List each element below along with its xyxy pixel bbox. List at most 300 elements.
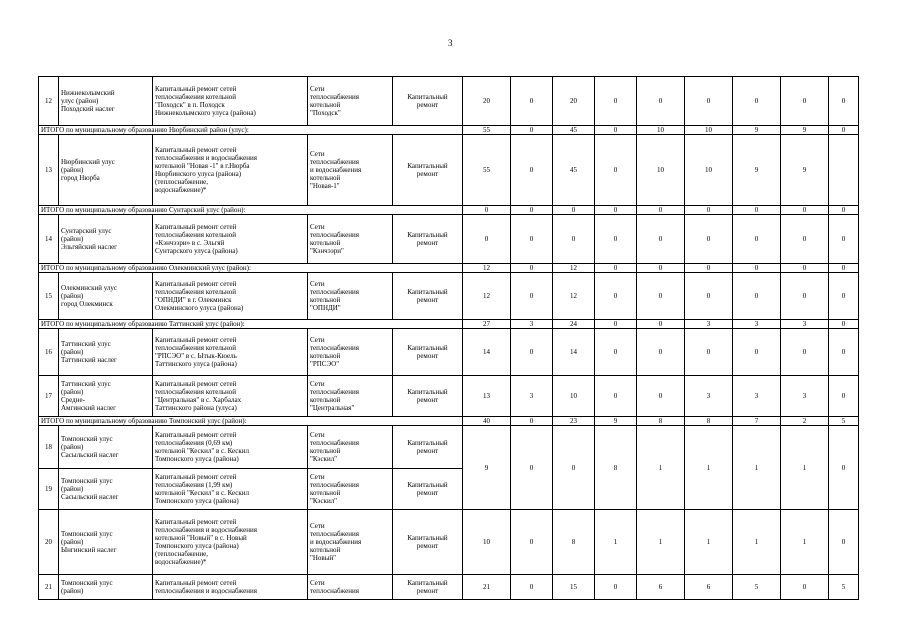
row-number-text: 15 bbox=[45, 292, 52, 300]
value-cell bbox=[733, 426, 781, 510]
value-cell bbox=[685, 135, 733, 206]
value-cell-text: 12 bbox=[483, 292, 490, 300]
district-cell bbox=[59, 575, 153, 600]
value-cell-text: 13 bbox=[483, 392, 490, 400]
row-number-text: 17 bbox=[45, 392, 52, 400]
kind-cell bbox=[393, 469, 463, 510]
value-cell-text: 0 bbox=[841, 348, 846, 356]
total-value-text: 23 bbox=[570, 417, 577, 425]
kind-cell bbox=[393, 426, 463, 469]
total-value bbox=[511, 417, 553, 426]
total-value bbox=[595, 126, 637, 135]
row-number bbox=[39, 273, 59, 320]
value-cell-text: 0 bbox=[754, 348, 759, 356]
total-value-text: 0 bbox=[529, 126, 534, 134]
total-value-text: 3 bbox=[706, 320, 711, 328]
total-value-text: 0 bbox=[529, 264, 534, 272]
value-cell bbox=[637, 510, 685, 575]
value-cell bbox=[685, 376, 733, 417]
value-cell bbox=[781, 273, 829, 320]
value-cell bbox=[781, 376, 829, 417]
total-label-text: ИТОГО по муниципальному образованию Таттинский улус (район): bbox=[41, 320, 245, 328]
total-value-text: 2 bbox=[802, 417, 807, 425]
total-value bbox=[463, 417, 511, 426]
value-cell bbox=[829, 575, 859, 600]
total-value bbox=[595, 264, 637, 273]
total-value-text: 0 bbox=[658, 264, 663, 272]
total-label bbox=[39, 126, 463, 135]
value-cell-text: 10 bbox=[657, 166, 664, 174]
total-label-text: ИТОГО по муниципальному образованию Сунтарский улус (район): bbox=[41, 206, 246, 214]
total-value bbox=[829, 320, 859, 329]
district-cell bbox=[59, 77, 153, 126]
total-value-text: 0 bbox=[484, 206, 489, 214]
object-cell-text: Сети теплоснабжения и водоснабжения котельной "Новая-1" bbox=[310, 150, 362, 190]
total-value bbox=[733, 417, 781, 426]
row-number-text: 20 bbox=[45, 538, 52, 546]
value-cell bbox=[511, 273, 553, 320]
value-cell bbox=[595, 510, 637, 575]
value-cell bbox=[829, 426, 859, 510]
total-value-text: 9 bbox=[754, 126, 759, 134]
total-value bbox=[637, 126, 685, 135]
object-cell-text: Сети теплоснабжения bbox=[310, 579, 359, 595]
value-cell bbox=[685, 329, 733, 376]
value-cell bbox=[637, 329, 685, 376]
district-cell-text: Олекминский улус (район) город Олекминск bbox=[61, 284, 118, 308]
total-value-text: 0 bbox=[754, 264, 759, 272]
district-cell-text: Таттинский улус (район) Средне- Амгинский наслег bbox=[61, 380, 117, 412]
district-cell-text: Нижнеколымский улус (район) Походский наслег bbox=[61, 89, 115, 113]
value-cell bbox=[511, 426, 553, 510]
object-cell bbox=[308, 215, 393, 264]
value-cell bbox=[595, 215, 637, 264]
value-cell bbox=[463, 510, 511, 575]
value-cell-text: 0 bbox=[613, 166, 618, 174]
total-value-text: 45 bbox=[570, 126, 577, 134]
value-cell bbox=[685, 575, 733, 600]
total-value-text: 0 bbox=[841, 206, 846, 214]
value-cell-text: 0 bbox=[754, 292, 759, 300]
value-cell-text: 1 bbox=[658, 463, 663, 472]
total-value bbox=[553, 206, 595, 215]
total-value-text: 0 bbox=[841, 126, 846, 134]
row-number bbox=[39, 510, 59, 575]
value-cell-text: 1 bbox=[754, 463, 759, 472]
value-cell-text: 0 bbox=[571, 235, 576, 243]
value-cell bbox=[685, 77, 733, 126]
work-cell bbox=[153, 215, 308, 264]
value-cell-text: 14 bbox=[570, 348, 577, 356]
district-cell bbox=[59, 469, 153, 510]
value-cell bbox=[463, 135, 511, 206]
value-cell bbox=[463, 426, 511, 510]
value-cell bbox=[553, 575, 595, 600]
total-value bbox=[637, 206, 685, 215]
total-value bbox=[463, 320, 511, 329]
total-value-text: 0 bbox=[706, 206, 711, 214]
total-value bbox=[829, 264, 859, 273]
total-value-text: 9 bbox=[613, 417, 618, 425]
total-value bbox=[781, 320, 829, 329]
value-cell bbox=[733, 135, 781, 206]
district-cell bbox=[59, 329, 153, 376]
value-cell-text: 0 bbox=[841, 97, 846, 105]
value-cell bbox=[829, 77, 859, 126]
kind-cell bbox=[393, 329, 463, 376]
object-cell bbox=[308, 510, 393, 575]
value-cell bbox=[829, 215, 859, 264]
value-cell bbox=[463, 215, 511, 264]
value-cell-text: 6 bbox=[706, 583, 711, 591]
value-cell-text: 9 bbox=[484, 463, 489, 472]
total-value bbox=[553, 417, 595, 426]
total-value bbox=[685, 417, 733, 426]
kind-cell-text: Капитальный ремонт bbox=[407, 162, 448, 178]
value-cell-text: 0 bbox=[529, 538, 534, 546]
total-value bbox=[685, 320, 733, 329]
kind-cell bbox=[393, 376, 463, 417]
table-row bbox=[39, 510, 859, 575]
total-value bbox=[685, 126, 733, 135]
value-cell-text: 0 bbox=[613, 292, 618, 300]
value-cell-text: 0 bbox=[658, 392, 663, 400]
value-cell bbox=[595, 273, 637, 320]
value-cell-text: 0 bbox=[529, 166, 534, 174]
total-value-text: 0 bbox=[529, 417, 534, 425]
total-value bbox=[511, 206, 553, 215]
work-cell-text: Капитальный ремонт сетей теплоснабжения котельной "ОПНДИ" в г. Олекминск Олекминского улуса (района) bbox=[155, 280, 244, 312]
total-value-text: 7 bbox=[754, 417, 759, 425]
total-value bbox=[685, 206, 733, 215]
value-cell bbox=[829, 273, 859, 320]
table-row bbox=[39, 273, 859, 320]
district-cell bbox=[59, 510, 153, 575]
work-cell bbox=[153, 510, 308, 575]
row-number-text: 12 bbox=[45, 97, 52, 105]
kind-cell bbox=[393, 77, 463, 126]
value-cell bbox=[553, 273, 595, 320]
value-cell bbox=[733, 510, 781, 575]
value-cell-text: 1 bbox=[754, 538, 759, 546]
table-row bbox=[39, 135, 859, 206]
total-value-text: 27 bbox=[483, 320, 490, 328]
total-value bbox=[595, 206, 637, 215]
kind-cell-text: Капитальный ремонт bbox=[407, 288, 448, 304]
value-cell bbox=[637, 77, 685, 126]
total-value-text: 8 bbox=[706, 417, 711, 425]
total-value-text: 0 bbox=[613, 320, 618, 328]
value-cell-text: 0 bbox=[658, 348, 663, 356]
district-cell bbox=[59, 135, 153, 206]
total-value bbox=[781, 206, 829, 215]
total-value-text: 10 bbox=[705, 126, 712, 134]
object-cell bbox=[308, 469, 393, 510]
value-cell bbox=[511, 77, 553, 126]
total-value bbox=[511, 320, 553, 329]
value-cell-text: 0 bbox=[754, 235, 759, 243]
total-value-text: 8 bbox=[658, 417, 663, 425]
value-cell-text: 14 bbox=[483, 348, 490, 356]
value-cell-text: 0 bbox=[529, 583, 534, 591]
value-cell bbox=[595, 77, 637, 126]
total-value-text: 0 bbox=[613, 206, 618, 214]
object-cell-text: Сети теплоснабжения котельной "Центральная" bbox=[310, 380, 359, 412]
table-row bbox=[39, 77, 859, 126]
object-cell bbox=[308, 273, 393, 320]
table-row bbox=[39, 426, 859, 469]
total-label-text: ИТОГО по муниципальному образованию Олекминский улус (район): bbox=[41, 264, 251, 272]
row-number bbox=[39, 215, 59, 264]
total-value-text: 12 bbox=[570, 264, 577, 272]
object-cell-text: Сети теплоснабжения котельной "Походск" bbox=[310, 85, 359, 117]
value-cell-text: 0 bbox=[802, 583, 807, 591]
total-value-text: 0 bbox=[613, 264, 618, 272]
value-cell bbox=[781, 329, 829, 376]
value-cell-text: 9 bbox=[802, 166, 807, 174]
value-cell-text: 8 bbox=[613, 463, 618, 472]
value-cell-text: 3 bbox=[802, 392, 807, 400]
value-cell bbox=[595, 329, 637, 376]
total-value bbox=[781, 417, 829, 426]
value-cell-text: 0 bbox=[706, 97, 711, 105]
value-cell bbox=[781, 426, 829, 510]
value-cell-text: 0 bbox=[841, 463, 846, 472]
work-cell bbox=[153, 77, 308, 126]
total-value-text: 0 bbox=[706, 264, 711, 272]
object-cell-text: Сети теплоснабжения котельной "Кэскил" bbox=[310, 431, 359, 463]
value-cell-text: 0 bbox=[529, 97, 534, 105]
row-number-text: 19 bbox=[45, 485, 52, 493]
value-cell bbox=[511, 329, 553, 376]
total-value bbox=[553, 126, 595, 135]
district-cell-text: Томпонский улус (район) Ынгинский наслег bbox=[61, 530, 117, 554]
total-value bbox=[781, 126, 829, 135]
work-cell-text: Капитальный ремонт сетей теплоснабжения и водоснабжения котельной "Новая -1" в г.Нюрба Нюрбинского улуса (района) (теплоснабжение, водоснабжение)* bbox=[155, 146, 257, 194]
value-cell-text: 0 bbox=[571, 463, 576, 472]
total-value bbox=[829, 417, 859, 426]
value-cell bbox=[511, 510, 553, 575]
district-cell-text: Томпонский улус (район) Сасыльский наслег bbox=[61, 435, 119, 459]
value-cell bbox=[511, 215, 553, 264]
total-row bbox=[39, 417, 859, 426]
total-value bbox=[733, 126, 781, 135]
value-cell-text: 0 bbox=[529, 348, 534, 356]
kind-cell-text: Капитальный ремонт bbox=[407, 93, 448, 109]
value-cell bbox=[733, 77, 781, 126]
value-cell-text: 0 bbox=[613, 583, 618, 591]
value-cell-text: 10 bbox=[705, 166, 712, 174]
value-cell bbox=[511, 575, 553, 600]
kind-cell-text: Капитальный ремонт bbox=[407, 231, 448, 247]
total-value-text: 0 bbox=[841, 264, 846, 272]
row-number bbox=[39, 426, 59, 469]
value-cell-text: 1 bbox=[802, 538, 807, 546]
value-cell bbox=[733, 273, 781, 320]
value-cell-text: 0 bbox=[613, 392, 618, 400]
value-cell bbox=[595, 135, 637, 206]
value-cell bbox=[553, 77, 595, 126]
page-number: 3 bbox=[448, 38, 453, 48]
total-value-text: 0 bbox=[754, 206, 759, 214]
value-cell-text: 0 bbox=[802, 97, 807, 105]
row-number-text: 18 bbox=[45, 443, 52, 451]
total-value bbox=[553, 264, 595, 273]
value-cell bbox=[829, 329, 859, 376]
value-cell bbox=[829, 510, 859, 575]
work-cell-text: Капитальный ремонт сетей теплоснабжения котельной "Центральная" в с. Харбалах Таттинского района (улуса) bbox=[155, 380, 242, 412]
total-value-text: 10 bbox=[657, 126, 664, 134]
district-cell-text: Нюрбинский улус (район) город Нюрба bbox=[61, 158, 115, 182]
total-row bbox=[39, 320, 859, 329]
total-value bbox=[637, 417, 685, 426]
value-cell-text: 0 bbox=[529, 235, 534, 243]
total-value bbox=[553, 320, 595, 329]
kind-cell bbox=[393, 273, 463, 320]
row-number-text: 16 bbox=[45, 348, 52, 356]
value-cell-text: 3 bbox=[529, 392, 534, 400]
row-number bbox=[39, 469, 59, 510]
total-value-text: 0 bbox=[658, 206, 663, 214]
value-cell bbox=[553, 426, 595, 510]
total-value bbox=[685, 264, 733, 273]
value-cell-text: 10 bbox=[483, 538, 490, 546]
value-cell-text: 3 bbox=[754, 392, 759, 400]
value-cell-text: 0 bbox=[706, 235, 711, 243]
total-value bbox=[463, 264, 511, 273]
total-row bbox=[39, 126, 859, 135]
value-cell-text: 0 bbox=[658, 292, 663, 300]
value-cell-text: 6 bbox=[658, 583, 663, 591]
total-value bbox=[829, 126, 859, 135]
value-cell-text: 0 bbox=[484, 235, 489, 243]
total-value-text: 0 bbox=[841, 320, 846, 328]
value-cell-text: 5 bbox=[841, 583, 846, 591]
table-row bbox=[39, 575, 859, 600]
kind-cell-text: Капитальный ремонт bbox=[407, 579, 448, 595]
kind-cell bbox=[393, 575, 463, 600]
value-cell-text: 0 bbox=[613, 235, 618, 243]
work-cell bbox=[153, 329, 308, 376]
value-cell-text: 10 bbox=[570, 392, 577, 400]
value-cell bbox=[595, 376, 637, 417]
object-cell bbox=[308, 329, 393, 376]
total-value-text: 3 bbox=[754, 320, 759, 328]
value-cell-text: 1 bbox=[706, 538, 711, 546]
district-cell bbox=[59, 376, 153, 417]
total-value-text: 0 bbox=[529, 206, 534, 214]
district-cell bbox=[59, 215, 153, 264]
total-label-text: ИТОГО по муниципальному образованию Томпонский улус (район): bbox=[41, 417, 247, 425]
value-cell bbox=[463, 77, 511, 126]
work-cell bbox=[153, 376, 308, 417]
total-value bbox=[595, 320, 637, 329]
work-cell bbox=[153, 135, 308, 206]
total-value bbox=[463, 126, 511, 135]
row-number bbox=[39, 376, 59, 417]
work-cell-text: Капитальный ремонт сетей теплоснабжения и водоснабжения котельной "Новый" в с. Новый Томпонского улуса (района) (теплоснабжение, водоснабжение)* bbox=[155, 518, 257, 566]
work-cell-text: Капитальный ремонт сетей теплоснабжения (0,69 км) котельной "Кескил" в с. Кескил Томпонского улуса (района) bbox=[155, 431, 250, 463]
value-cell bbox=[553, 135, 595, 206]
total-value bbox=[781, 264, 829, 273]
value-cell-text: 20 bbox=[483, 97, 490, 105]
total-value-text: 24 bbox=[570, 320, 577, 328]
object-cell-text: Сети теплоснабжения котельной "Кэнчээри" bbox=[310, 223, 359, 255]
object-cell bbox=[308, 376, 393, 417]
value-cell bbox=[595, 575, 637, 600]
value-cell bbox=[733, 575, 781, 600]
value-cell bbox=[463, 575, 511, 600]
value-cell bbox=[781, 510, 829, 575]
total-label bbox=[39, 206, 463, 215]
value-cell bbox=[637, 575, 685, 600]
kind-cell-text: Капитальный ремонт bbox=[407, 481, 448, 497]
value-cell-text: 55 bbox=[483, 166, 490, 174]
total-row bbox=[39, 206, 859, 215]
value-cell-text: 12 bbox=[570, 292, 577, 300]
value-cell-text: 1 bbox=[802, 463, 807, 472]
value-cell bbox=[685, 426, 733, 510]
value-cell bbox=[553, 376, 595, 417]
work-cell-text: Капитальный ремонт сетей теплоснабжения котельной «Кэнчээри» в с. Эльгяй Сунтарского улуса (района) bbox=[155, 223, 238, 255]
total-row bbox=[39, 264, 859, 273]
value-cell bbox=[781, 135, 829, 206]
object-cell-text: Сети теплоснабжения котельной "РПСЭО" bbox=[310, 336, 359, 368]
value-cell bbox=[781, 575, 829, 600]
district-cell-text: Таттинский улус (район) Таттинский наслег bbox=[61, 340, 117, 364]
value-cell-text: 0 bbox=[841, 392, 846, 400]
total-label bbox=[39, 417, 463, 426]
total-value-text: 12 bbox=[483, 264, 490, 272]
total-value bbox=[829, 206, 859, 215]
value-cell-text: 45 bbox=[570, 166, 577, 174]
total-value-text: 9 bbox=[802, 126, 807, 134]
total-value bbox=[463, 206, 511, 215]
kind-cell-text: Капитальный ремонт bbox=[407, 344, 448, 360]
value-cell-text: 0 bbox=[529, 292, 534, 300]
value-cell-text: 0 bbox=[841, 292, 846, 300]
row-number bbox=[39, 135, 59, 206]
district-cell bbox=[59, 273, 153, 320]
value-cell bbox=[685, 215, 733, 264]
value-cell bbox=[733, 329, 781, 376]
object-cell-text: Сети теплоснабжения котельной "ОПНДИ" bbox=[310, 280, 359, 312]
work-cell bbox=[153, 575, 308, 600]
value-cell-text: 0 bbox=[754, 97, 759, 105]
total-value-text: 0 bbox=[613, 126, 618, 134]
total-value bbox=[637, 320, 685, 329]
total-value bbox=[733, 264, 781, 273]
total-label bbox=[39, 320, 463, 329]
value-cell-text: 0 bbox=[613, 348, 618, 356]
value-cell-text: 0 bbox=[706, 292, 711, 300]
value-cell-text: 0 bbox=[706, 348, 711, 356]
work-cell-text: Капитальный ремонт сетей теплоснабжения котельной "Походск" в п. Походск Нижнеколымского улуса (района) bbox=[155, 85, 256, 117]
total-value-text: 0 bbox=[802, 264, 807, 272]
table-row bbox=[39, 329, 859, 376]
value-cell-text: 0 bbox=[841, 538, 846, 546]
kind-cell bbox=[393, 215, 463, 264]
value-cell bbox=[637, 273, 685, 320]
total-value bbox=[733, 206, 781, 215]
value-cell bbox=[511, 376, 553, 417]
row-number-text: 21 bbox=[45, 583, 52, 591]
row-number bbox=[39, 77, 59, 126]
value-cell-text: 0 bbox=[802, 235, 807, 243]
value-cell-text: 9 bbox=[754, 166, 759, 174]
row-number bbox=[39, 575, 59, 600]
work-cell bbox=[153, 469, 308, 510]
